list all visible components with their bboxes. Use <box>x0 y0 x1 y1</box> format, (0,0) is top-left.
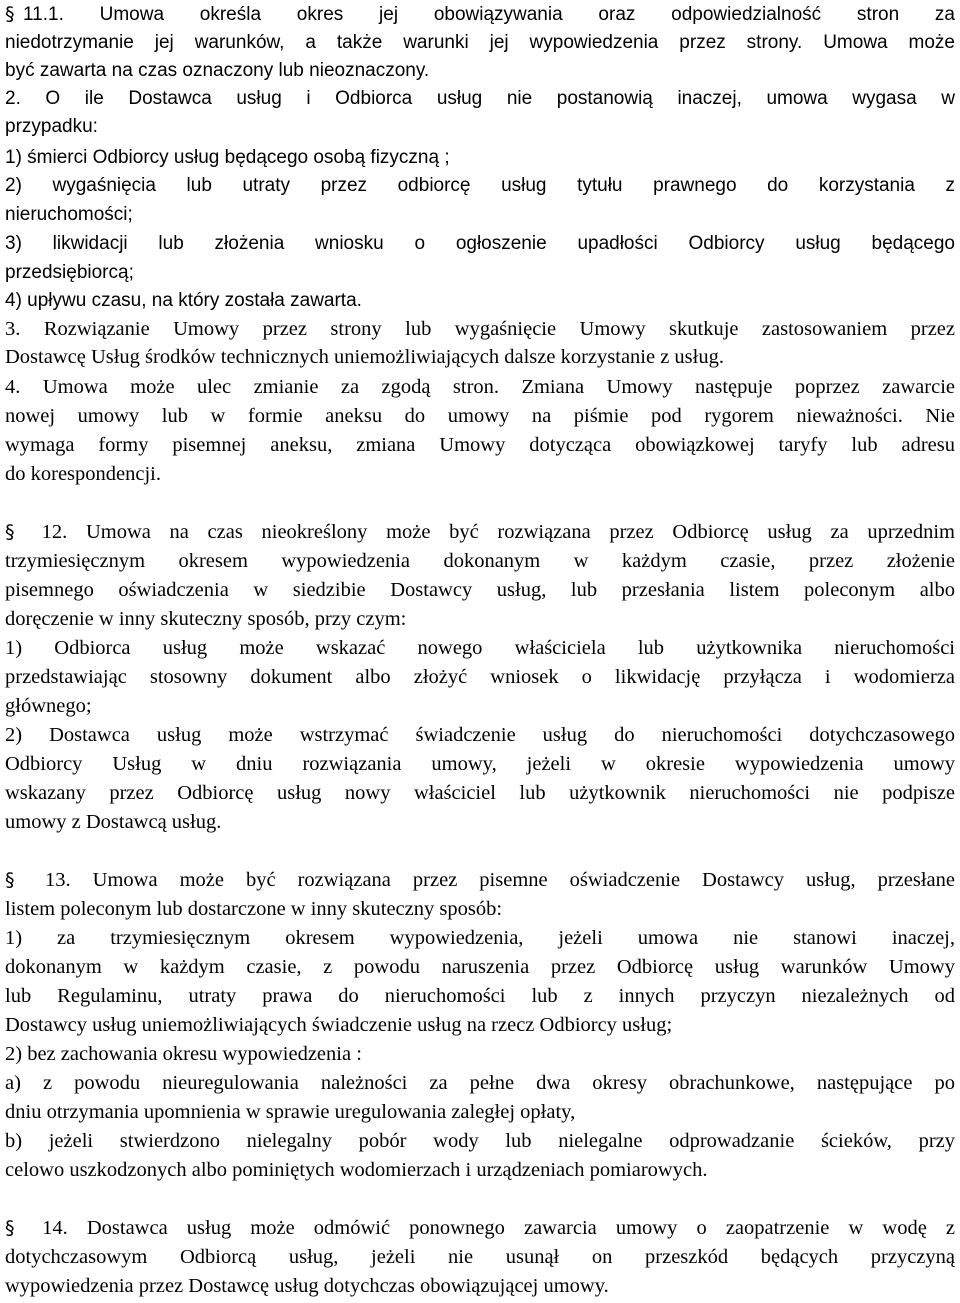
section-12-list-item: 1) Odbiorca usług może wskazać nowego właściciela lub użytkownika nieruchomości <box>5 637 955 659</box>
section-12-list-item: wskazany przez Odbiorcę usług nowy właściciel lub użytkownik nieruchomości nie podpisze <box>5 782 955 804</box>
section-11-list-item: 1) śmierci Odbiorcy usług będącego osobą fizyczną ; <box>5 147 450 168</box>
section-11-paragraph: 4. Umowa może ulec zmianie za zgodą stron. Zmiana Umowy następuje poprzez zawarcie <box>5 376 955 398</box>
section-mark: § <box>5 869 15 891</box>
section-11-paragraph: Dostawcę Usług środków technicznych uniemożliwiających dalsze korzystanie z usług. <box>5 346 724 368</box>
section-12-list-item: 2) Dostawca usług może wstrzymać świadczenie usług do nieruchomości dotychczasowego <box>5 724 955 746</box>
section-11-list-item: 3) likwidacji lub złożenia wniosku o ogłoszenie upadłości Odbiorcy usług będącego <box>5 233 955 254</box>
section-13-list-item: dokonanym w każdym czasie, z powodu naruszenia przez Odbiorcę usług warunków Umowy <box>5 956 955 978</box>
section-11-line: przypadku: <box>5 116 98 137</box>
section-11-paragraph: 3. Rozwiązanie Umowy przez strony lub wygaśnięcie Umowy skutkuje zastosowaniem przez <box>5 318 955 340</box>
section-13-list-item: Dostawcy usług uniemożliwiających świadczenie usług na rzecz Odbiorcy usług; <box>5 1014 673 1036</box>
section-13-line: listem poleconym lub dostarczone w inny skuteczny sposób: <box>5 898 503 920</box>
section-11-paragraph: do korespondencji. <box>5 463 161 485</box>
section-mark: § <box>5 521 15 543</box>
section-11-line: 2. O ile Dostawca usług i Odbiorca usług nie postanowią inaczej, umowa wygasa w <box>5 88 955 109</box>
section-mark: § <box>5 3 15 25</box>
section-12-list-item: głównego; <box>5 695 92 717</box>
section-11-line: § 11.1. Umowa określa okres jej obowiązywania oraz odpowiedzialność stron za <box>5 0 955 29</box>
section-12-list-item: Odbiorcy Usług w dniu rozwiązania umowy, jeżeli w okresie wypowiedzenia umowy <box>5 753 955 775</box>
section-13-subitem: a) z powodu nieuregulowania należności za pełne dwa okresy obrachunkowe, następujące po <box>5 1072 955 1094</box>
section-12-line: doręczenie w inny skuteczny sposób, przy czym: <box>5 608 407 630</box>
section-13-subitem: b) jeżeli stwierdzono nielegalny pobór wody lub nielegalne odprowadzanie ścieków, przy <box>5 1130 955 1152</box>
section-12-line: pisemnego oświadczenia w siedzibie Dostawcy usług, lub przesłania listem poleconym albo <box>5 579 955 601</box>
section-11-line: być zawarta na czas oznaczony lub nieoznaczony. <box>5 60 430 81</box>
section-13-subitem: celowo uszkodzonych albo pominiętych wodomierzach i urządzeniach pomiarowych. <box>5 1159 708 1181</box>
section-14-line: dotychczasowym Odbiorcą usług, jeżeli nie usunął on przeszkód będących przyczyną <box>5 1246 955 1268</box>
section-11-list-item: nieruchomości; <box>5 204 133 225</box>
section-11-line: niedotrzymanie jej warunków, a także warunki jej wypowiedzenia przez strony. Umowa może <box>5 32 955 53</box>
section-13-heading-line: § 13. Umowa może być rozwiązana przez pisemne oświadczenie Dostawcy usług, przesłane <box>5 866 955 895</box>
section-13-list-item: lub Regulaminu, utraty prawa do nieruchomości lub z innych przyczyn niezależnych od <box>5 985 955 1007</box>
section-13-subitem: dniu otrzymania upomnienia w sprawie uregulowania zaległej opłaty, <box>5 1101 576 1123</box>
section-11-paragraph: wymaga formy pisemnej aneksu, zmiana Umowy dotycząca obowiązkowej taryfy lub adresu <box>5 434 955 456</box>
section-12-line: trzymiesięcznym okresem wypowiedzenia dokonanym w każdym czasie, przez złożenie <box>5 550 955 572</box>
section-14-heading-line: § 14. Dostawca usług może odmówić ponownego zawarcia umowy o zaopatrzenie w wodę z <box>5 1214 955 1243</box>
section-11-paragraph: nowej umowy lub w formie aneksu do umowy na piśmie pod rygorem nieważności. Nie <box>5 405 955 427</box>
section-13-list-item: 1) za trzymiesięcznym okresem wypowiedzenia, jeżeli umowa nie stanowi inaczej, <box>5 927 955 949</box>
section-11-list-item: przedsiębiorcą; <box>5 262 134 283</box>
section-11-list-item: 2) wygaśnięcia lub utraty przez odbiorcę usług tytułu prawnego do korzystania z <box>5 175 955 196</box>
section-12-heading-line: § 12. Umowa na czas nieokreślony może być rozwiązana przez Odbiorcę usług za uprzednim <box>5 518 955 547</box>
section-14-line: wypowiedzenia przez Dostawcę usług dotychczas obowiązującej umowy. <box>5 1275 609 1297</box>
section-13-list-item: 2) bez zachowania okresu wypowiedzenia : <box>5 1043 362 1065</box>
section-12-list-item: umowy z Dostawcą usług. <box>5 811 222 833</box>
section-mark: § <box>5 1217 15 1239</box>
section-12-list-item: przedstawiając stosowny dokument albo złożyć wniosek o likwidację przyłącza i wodomierza <box>5 666 955 688</box>
section-11-list-item: 4) upływu czasu, na który została zawarta. <box>5 290 362 311</box>
